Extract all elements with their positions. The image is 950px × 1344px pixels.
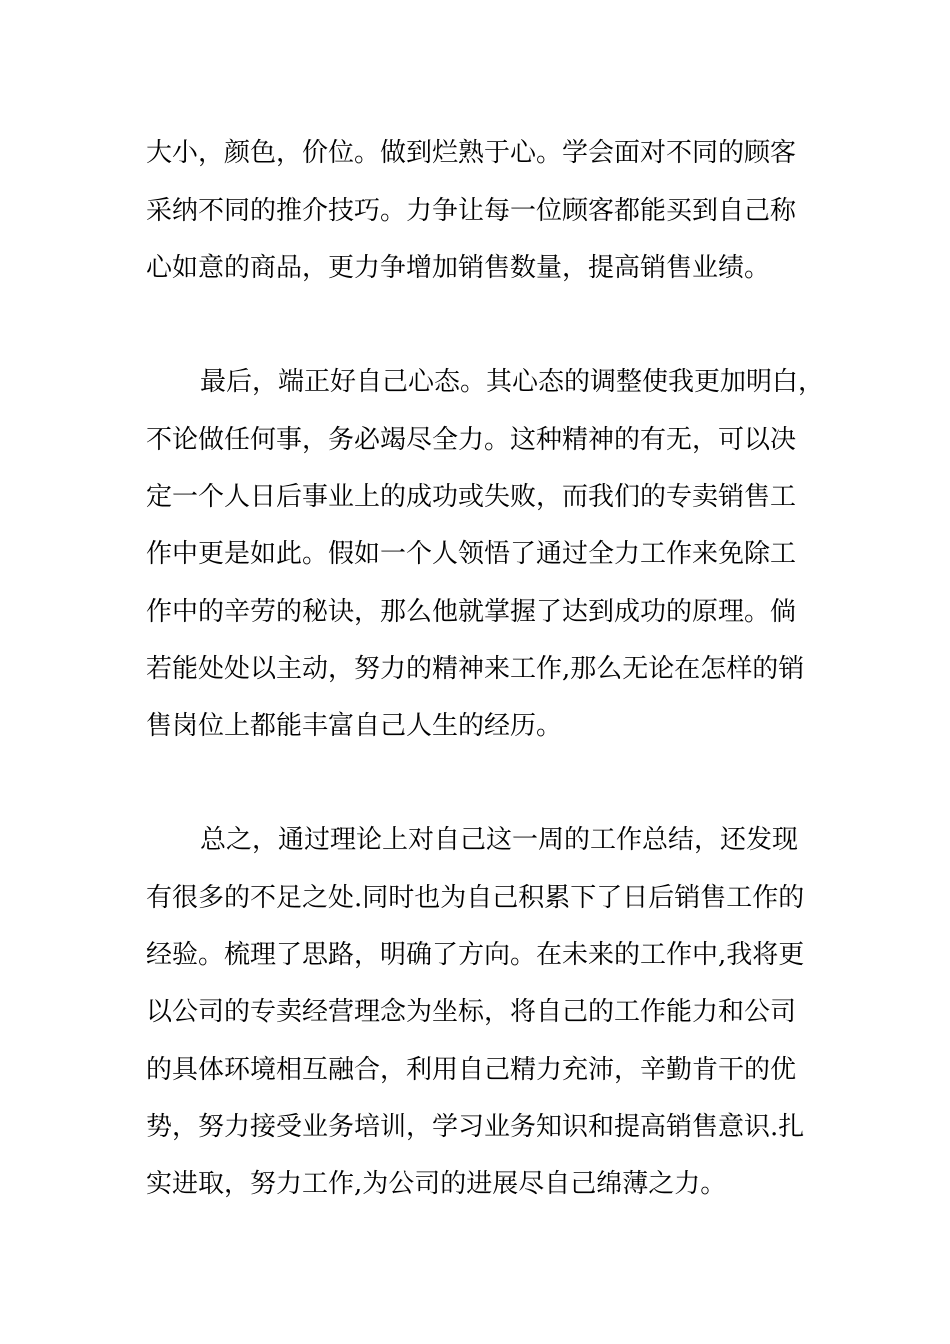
text-line: 作中的辛劳的秘诀，那么他就掌握了达到成功的原理。倘 <box>146 597 797 627</box>
text-line: 采纳不同的推介技巧。力争让每一位顾客都能买到自己称 <box>146 196 797 226</box>
text-line: 定一个人日后事业上的成功或失败，而我们的专卖销售工 <box>146 482 797 512</box>
text-line: 有很多的不足之处.同时也为自己积累下了日后销售工作的 <box>146 883 805 913</box>
text-line: 实进取，努力工作,为公司的进展尽自己绵薄之力。 <box>146 1169 727 1199</box>
text-line: 不论做任何事，务必竭尽全力。这种精神的有无，可以决 <box>146 425 797 455</box>
text-line: 若能处处以主动，努力的精神来工作,那么无论在怎样的销 <box>146 654 805 684</box>
text-line: 总之，通过理论上对自己这一周的工作总结，还发现 <box>200 825 799 855</box>
text-line: 作中更是如此。假如一个人领悟了通过全力工作来免除工 <box>146 539 797 569</box>
text-line: 的具体环境相互融合，利用自己精力充沛，辛勤肯干的优 <box>146 1055 797 1085</box>
text-line: 势，努力接受业务培训，学习业务知识和提高销售意识.扎 <box>146 1112 805 1142</box>
text-line: 以公司的专卖经营理念为坐标，将自己的工作能力和公司 <box>146 997 797 1027</box>
text-line: 经验。梳理了思路，明确了方向。在未来的工作中,我将更 <box>146 940 805 970</box>
text-line: 最后，端正好自己心态。其心态的调整使我更加明白， <box>200 367 825 397</box>
text-line: 心如意的商品，更力争增加销售数量，提高销售业绩。 <box>146 253 771 283</box>
text-line: 售岗位上都能丰富自己人生的经历。 <box>146 711 563 741</box>
text-line: 大小，颜色，价位。做到烂熟于心。学会面对不同的顾客 <box>146 138 797 168</box>
